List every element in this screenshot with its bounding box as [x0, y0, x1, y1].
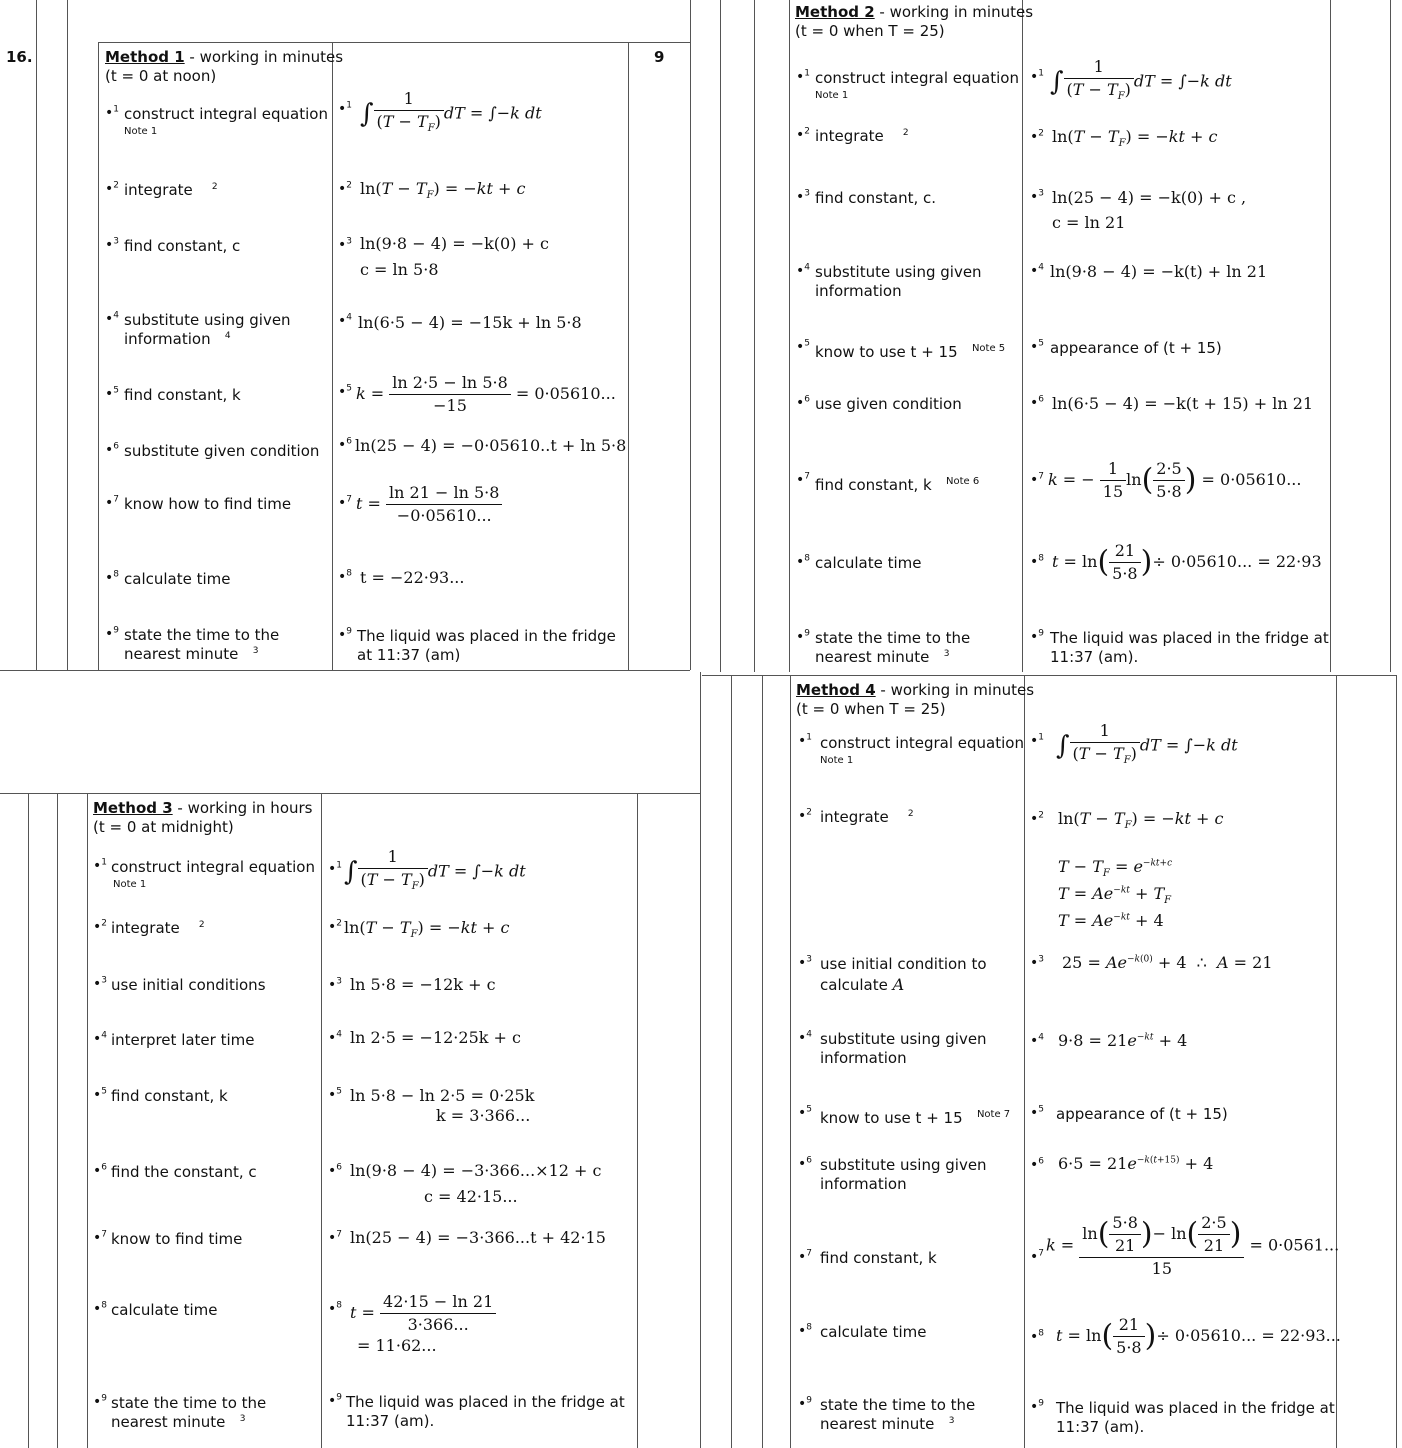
- m4-step1-note: Note 1: [820, 755, 854, 766]
- m3-step1-expr: ∫ $\frac{1}{(T - T_F)}$ dT = ∫−k dt: [344, 846, 526, 898]
- method-4-subtitle: (t = 0 when T = 25): [796, 700, 946, 718]
- m1-step3-label: find constant, c: [124, 237, 241, 255]
- m2-step8-label: calculate time: [815, 554, 922, 572]
- m3-step3-expr: ln 5·8 = −12k + c: [350, 975, 496, 994]
- m3-step6-expr: ln(9·8 − 4) = −3·366...×12 + c: [350, 1161, 602, 1180]
- m2-step9-expr: The liquid was placed in the fridge at: [1050, 629, 1329, 647]
- m4-step1-label: construct integral equation: [820, 734, 1024, 752]
- m4-step7-label: find constant, k: [820, 1249, 937, 1267]
- m1-step3-expr2: c = ln 5·8: [360, 260, 439, 279]
- m3-step8-label: calculate time: [111, 1301, 218, 1319]
- m1-step7-expr: t = $\frac{\ln 21 - \ln 5\cdot 8}{-0\cdot 05610...}$: [356, 482, 502, 527]
- m1-step9-expr2: at 11:37 (am): [357, 646, 461, 664]
- m2-step5-label: know to use t + 15: [815, 343, 958, 361]
- m1-step1-label: construct integral equation: [124, 105, 328, 123]
- m4-step7-expr: k = ln( $\frac{5\cdot 8}{21}$ )− ln( $\frac{2\cdot 5}{21}$ ) 15 = 0·0561...: [1046, 1213, 1340, 1278]
- m4-step1-expr: ∫ $\frac{1}{(T - T_F)}$ dT = ∫−k dt: [1056, 720, 1238, 772]
- m1-step9-label: state the time to the: [124, 626, 280, 644]
- m1-step4-expr: ln(6·5 − 4) = −15k + ln 5·8: [358, 313, 582, 332]
- m3-step1-label: construct integral equation: [111, 858, 315, 876]
- m4-step3-label2: calculate A: [820, 975, 905, 994]
- m4-step9-expr2: 11:37 (am).: [1056, 1418, 1145, 1436]
- m1-step6-label: substitute given condition: [124, 442, 320, 460]
- m1-step5-label: find constant, k: [124, 386, 241, 404]
- m3-step1-note: Note 1: [113, 879, 147, 890]
- m3-step7-label: know to find time: [111, 1230, 243, 1248]
- m3-step6-label: find the constant, c: [111, 1163, 257, 1181]
- m4-step2-expr: $\ln(T - T_F) = -kt + c$: [1058, 809, 1224, 832]
- m2-step8-expr: t = ln( $\frac{21}{5\cdot 8}$ )÷ 0·05610... = 22·93: [1052, 541, 1322, 583]
- m3-step7-expr: ln(25 − 4) = −3·366...t + 42·15: [350, 1228, 606, 1247]
- m3-step5-expr2: k = 3·366...: [436, 1106, 531, 1125]
- method-2-title: Method 2 - working in minutes: [795, 3, 1034, 21]
- m2-step9-label2: nearest minute: [815, 648, 930, 666]
- m4-step9-expr: The liquid was placed in the fridge at: [1056, 1399, 1335, 1417]
- m4-step3-label: use initial condition to: [820, 955, 987, 973]
- m2-step7-expr: k = − $\frac{1}{15}$ ln( $\frac{2\cdot 5}{5\cdot 8}$ ) = 0·05610...: [1048, 459, 1302, 501]
- m3-step9-label2: nearest minute: [111, 1413, 226, 1431]
- m2-step2-expr: $\ln(T - T_F) = -kt + c$: [1052, 127, 1218, 150]
- m4-step2-label: integrate: [820, 808, 889, 826]
- m2-step1-label: construct integral equation: [815, 69, 1019, 87]
- m2-step7-label: find constant, k: [815, 476, 932, 494]
- m4-step5-expr: appearance of (t + 15): [1056, 1105, 1228, 1123]
- m3-step9-expr: The liquid was placed in the fridge at: [346, 1393, 625, 1411]
- m4-step6-label2: information: [820, 1175, 907, 1193]
- m3-step2-label: integrate: [111, 919, 180, 937]
- m4-step6-expr: $6\cdot 5 = 21e^{-k(t+15)} + 4$: [1058, 1154, 1214, 1173]
- m3-step6-expr2: c = 42·15...: [424, 1187, 518, 1206]
- m1-step7-label: know how to find time: [124, 495, 292, 513]
- method-3-title: Method 3 - working in hours: [93, 799, 313, 817]
- method-4-title: Method 4 - working in minutes: [796, 681, 1035, 699]
- m4-step4-label: substitute using given: [820, 1030, 987, 1048]
- method-1-subtitle: (t = 0 at noon): [105, 67, 217, 85]
- m2-step9-expr2: 11:37 (am).: [1050, 648, 1139, 666]
- m3-step3-label: use initial conditions: [111, 976, 266, 994]
- m2-step4-expr: ln(9·8 − 4) = −k(t) + ln 21: [1050, 262, 1268, 281]
- m1-step1-expr: ∫ $\frac{1}{(T - T_F)}$ dT = ∫−k dt: [360, 88, 542, 140]
- m2-step2-label: integrate: [815, 127, 884, 145]
- m2-step4-label2: information: [815, 282, 902, 300]
- m4-step3-expr: $25 = Ae^{-k(0)} + 4$ ∴ A = 21: [1062, 953, 1273, 972]
- m2-step3-label: find constant, c.: [815, 189, 937, 207]
- m4-step5-label: know to use t + 15: [820, 1109, 963, 1127]
- m4-step4-label2: information: [820, 1049, 907, 1067]
- m1-step8-expr: t = −22·93...: [360, 568, 465, 587]
- m1-step4-label2: information: [124, 330, 211, 348]
- m4-step2-extra1: $T - T_F = e^{-kt+c}$: [1058, 857, 1173, 880]
- method-1-title: Method 1 - working in minutes: [105, 48, 344, 66]
- m3-step8-expr2: = 11·62...: [357, 1336, 437, 1355]
- m3-step9-expr2: 11:37 (am).: [346, 1412, 435, 1430]
- m3-step4-expr: ln 2·5 = −12·25k + c: [350, 1028, 521, 1047]
- m4-step2-extra2: $T = Ae^{-kt} + T_F$: [1058, 884, 1172, 907]
- m3-step2-expr: $\ln(T - T_F) = -kt + c$: [344, 918, 510, 941]
- m2-step4-label: substitute using given: [815, 263, 982, 281]
- m2-step9-label: state the time to the: [815, 629, 971, 647]
- marks-total: 9: [654, 48, 665, 66]
- m4-step4-expr: $9\cdot 8 = 21e^{-kt} + 4$: [1058, 1031, 1188, 1050]
- m1-step1-note: Note 1: [124, 126, 158, 137]
- m2-step1-note: Note 1: [815, 90, 849, 101]
- m1-step9-expr: The liquid was placed in the fridge: [357, 627, 616, 645]
- m4-step9-label: state the time to the: [820, 1396, 976, 1414]
- method-2-subtitle: (t = 0 when T = 25): [795, 22, 945, 40]
- m1-step2-expr: $\ln(T - T_F) = -kt + c$: [360, 179, 526, 202]
- m3-step8-expr: t = $\frac{42\cdot 15 - \ln 21}{3\cdot 366...}$: [350, 1291, 496, 1336]
- m3-step5-expr: ln 5·8 − ln 2·5 = 0·25k: [350, 1086, 535, 1105]
- m4-step9-label2: nearest minute: [820, 1415, 935, 1433]
- m3-step5-label: find constant, k: [111, 1087, 228, 1105]
- m1-step4-label: substitute using given: [124, 311, 291, 329]
- method-3-subtitle: (t = 0 at midnight): [93, 818, 234, 836]
- m1-step5-expr: k = $\frac{\ln 2\cdot 5 - \ln 5\cdot 8}{-15}$ = 0·05610...: [356, 373, 616, 415]
- m2-step5-expr: appearance of (t + 15): [1050, 339, 1222, 357]
- m2-step3-expr: ln(25 − 4) = −k(0) + c ,: [1052, 188, 1247, 207]
- m1-step9-label2: nearest minute: [124, 645, 239, 663]
- m1-step3-expr: ln(9·8 − 4) = −k(0) + c: [360, 234, 549, 253]
- m2-step6-label: use given condition: [815, 395, 962, 413]
- m4-step6-label: substitute using given: [820, 1156, 987, 1174]
- m4-step8-expr: t = ln( $\frac{21}{5\cdot 8}$ )÷ 0·05610... = 22·93...: [1056, 1315, 1341, 1357]
- m4-step2-extra3: $T = Ae^{-kt} + 4$: [1058, 911, 1164, 930]
- m3-step4-label: interpret later time: [111, 1031, 255, 1049]
- m1-step2-label: integrate: [124, 181, 193, 199]
- m4-step8-label: calculate time: [820, 1323, 927, 1341]
- m2-step3-expr2: c = ln 21: [1052, 213, 1126, 232]
- m3-step9-label: state the time to the: [111, 1394, 267, 1412]
- m1-step6-expr: ln(25 − 4) = −0·05610..t + ln 5·8: [355, 436, 627, 455]
- m1-step8-label: calculate time: [124, 570, 231, 588]
- m2-step6-expr: ln(6·5 − 4) = −k(t + 15) + ln 21: [1052, 394, 1314, 413]
- m2-step1-expr: ∫ $\frac{1}{(T - T_F)}$ dT = ∫−k dt: [1050, 56, 1232, 108]
- question-number: 16.: [6, 48, 33, 66]
